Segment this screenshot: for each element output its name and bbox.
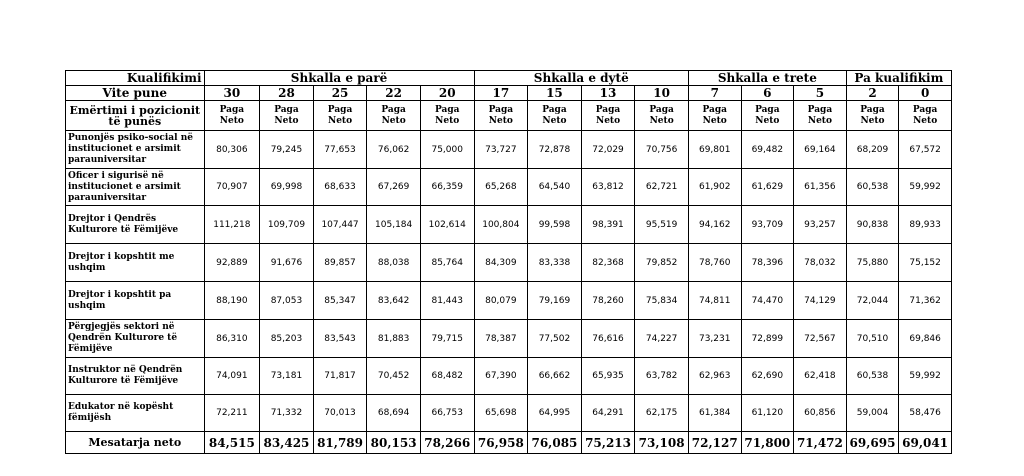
year-cell: 5 <box>794 86 847 101</box>
salary-value: 69,998 <box>260 169 314 206</box>
salary-value: 88,038 <box>367 244 421 282</box>
salary-value: 84,309 <box>474 244 528 282</box>
salary-value: 59,992 <box>899 358 952 395</box>
salary-value: 79,169 <box>528 282 582 320</box>
paga-neto-header: Paga Neto <box>367 101 421 131</box>
salary-value: 74,091 <box>204 358 260 395</box>
salary-value: 78,396 <box>741 244 794 282</box>
paga-neto-header: Paga Neto <box>474 101 528 131</box>
salary-value: 79,715 <box>420 320 474 358</box>
paga-neto-header: Paga Neto <box>741 101 794 131</box>
salary-value: 79,852 <box>635 244 689 282</box>
table-row <box>66 320 952 358</box>
salary-value: 72,878 <box>528 131 582 169</box>
salary-value: 66,359 <box>420 169 474 206</box>
salary-value: 87,053 <box>260 282 314 320</box>
salary-value: 77,502 <box>528 320 582 358</box>
salary-value: 80,306 <box>204 131 260 169</box>
table-row <box>66 244 952 282</box>
year-cell: 2 <box>846 86 899 101</box>
salary-value: 111,218 <box>204 206 260 244</box>
year-cell: 7 <box>688 86 741 101</box>
table-row <box>66 358 952 395</box>
salary-value: 65,935 <box>581 358 635 395</box>
paga-neto-header: Paga Neto <box>204 101 260 131</box>
salary-value: 70,452 <box>367 358 421 395</box>
salary-value: 62,690 <box>741 358 794 395</box>
salary-value: 62,175 <box>635 395 689 432</box>
salary-value: 109,709 <box>260 206 314 244</box>
position-name: Instruktor në Qendrën Kulturore të Fëmijëve <box>66 358 205 395</box>
year-cell: 25 <box>313 86 367 101</box>
year-cell: 13 <box>581 86 635 101</box>
year-cell: 15 <box>528 86 582 101</box>
salary-value: 78,387 <box>474 320 528 358</box>
salary-value: 72,044 <box>846 282 899 320</box>
vite-pune-label: Vite pune <box>66 86 205 101</box>
salary-value: 73,181 <box>260 358 314 395</box>
paga-neto-header: Paga Neto <box>420 101 474 131</box>
salary-value: 67,269 <box>367 169 421 206</box>
salary-value: 68,482 <box>420 358 474 395</box>
paga-row <box>66 101 952 131</box>
paga-neto-header: Paga Neto <box>688 101 741 131</box>
salary-value: 60,538 <box>846 169 899 206</box>
average-value: 73,108 <box>635 432 689 454</box>
salary-value: 68,209 <box>846 131 899 169</box>
salary-value: 75,880 <box>846 244 899 282</box>
salary-value: 59,992 <box>899 169 952 206</box>
salary-value: 83,642 <box>367 282 421 320</box>
salary-value: 72,567 <box>794 320 847 358</box>
salary-value: 88,190 <box>204 282 260 320</box>
salary-value: 68,633 <box>313 169 367 206</box>
salary-value: 102,614 <box>420 206 474 244</box>
salary-value: 65,268 <box>474 169 528 206</box>
salary-table <box>65 70 952 454</box>
salary-value: 89,933 <box>899 206 952 244</box>
scale-2: Shkalla e dytë <box>474 71 688 86</box>
salary-value: 80,079 <box>474 282 528 320</box>
average-row <box>66 432 952 454</box>
position-name: Punonjës psiko-social në institucionet e arsimit parauniversitar <box>66 131 205 169</box>
salary-value: 60,856 <box>794 395 847 432</box>
paga-neto-header: Paga Neto <box>528 101 582 131</box>
salary-value: 98,391 <box>581 206 635 244</box>
salary-value: 70,907 <box>204 169 260 206</box>
salary-value: 78,032 <box>794 244 847 282</box>
salary-value: 81,883 <box>367 320 421 358</box>
salary-value: 61,120 <box>741 395 794 432</box>
salary-value: 64,995 <box>528 395 582 432</box>
salary-value: 107,447 <box>313 206 367 244</box>
average-value: 71,800 <box>741 432 794 454</box>
salary-value: 73,231 <box>688 320 741 358</box>
salary-value: 72,211 <box>204 395 260 432</box>
salary-value: 71,362 <box>899 282 952 320</box>
salary-value: 75,000 <box>420 131 474 169</box>
salary-value: 82,368 <box>581 244 635 282</box>
scale-1: Shkalla e parë <box>204 71 474 86</box>
salary-value: 70,510 <box>846 320 899 358</box>
year-cell: 30 <box>204 86 260 101</box>
salary-value: 63,782 <box>635 358 689 395</box>
salary-value: 74,811 <box>688 282 741 320</box>
position-name: Edukator në kopësht fëmijësh <box>66 395 205 432</box>
average-value: 75,213 <box>581 432 635 454</box>
salary-value: 67,572 <box>899 131 952 169</box>
salary-value: 62,721 <box>635 169 689 206</box>
paga-neto-header: Paga Neto <box>260 101 314 131</box>
salary-value: 72,899 <box>741 320 794 358</box>
table-row <box>66 169 952 206</box>
salary-value: 89,857 <box>313 244 367 282</box>
table-body <box>66 131 952 432</box>
salary-value: 71,332 <box>260 395 314 432</box>
salary-value: 74,227 <box>635 320 689 358</box>
salary-value: 76,616 <box>581 320 635 358</box>
salary-value: 86,310 <box>204 320 260 358</box>
salary-value: 70,756 <box>635 131 689 169</box>
salary-value: 85,203 <box>260 320 314 358</box>
average-label: Mesatarja neto <box>66 432 205 454</box>
salary-value: 60,538 <box>846 358 899 395</box>
paga-neto-header: Paga Neto <box>899 101 952 131</box>
salary-value: 61,629 <box>741 169 794 206</box>
salary-value: 63,812 <box>581 169 635 206</box>
salary-value: 66,662 <box>528 358 582 395</box>
salary-value: 58,476 <box>899 395 952 432</box>
salary-value: 75,834 <box>635 282 689 320</box>
position-name: Përgjegjës sektori në Qendrën Kulturore të Fëmijëve <box>66 320 205 358</box>
salary-value: 91,676 <box>260 244 314 282</box>
average-value: 81,789 <box>313 432 367 454</box>
salary-value: 95,519 <box>635 206 689 244</box>
salary-value: 66,753 <box>420 395 474 432</box>
paga-neto-header: Paga Neto <box>581 101 635 131</box>
average-value: 69,695 <box>846 432 899 454</box>
salary-value: 94,162 <box>688 206 741 244</box>
position-name: Drejtor i Qendrës Kulturore të Fëmijëve <box>66 206 205 244</box>
average-value: 78,266 <box>420 432 474 454</box>
paga-neto-header: Paga Neto <box>313 101 367 131</box>
salary-value: 105,184 <box>367 206 421 244</box>
salary-value: 81,443 <box>420 282 474 320</box>
salary-value: 74,470 <box>741 282 794 320</box>
year-cell: 0 <box>899 86 952 101</box>
year-cell: 28 <box>260 86 314 101</box>
salary-value: 64,540 <box>528 169 582 206</box>
salary-value: 92,889 <box>204 244 260 282</box>
average-value: 76,958 <box>474 432 528 454</box>
salary-value: 83,338 <box>528 244 582 282</box>
years-row <box>66 86 952 101</box>
year-cell: 20 <box>420 86 474 101</box>
salary-value: 78,260 <box>581 282 635 320</box>
year-cell: 10 <box>635 86 689 101</box>
average-value: 71,472 <box>794 432 847 454</box>
salary-value: 100,804 <box>474 206 528 244</box>
salary-value: 76,062 <box>367 131 421 169</box>
salary-value: 68,694 <box>367 395 421 432</box>
salary-value: 85,347 <box>313 282 367 320</box>
average-value: 84,515 <box>204 432 260 454</box>
salary-value: 61,356 <box>794 169 847 206</box>
paga-neto-header: Paga Neto <box>846 101 899 131</box>
salary-value: 69,164 <box>794 131 847 169</box>
salary-value: 65,698 <box>474 395 528 432</box>
table-row <box>66 206 952 244</box>
table-row <box>66 282 952 320</box>
average-value: 80,153 <box>367 432 421 454</box>
paga-neto-header: Paga Neto <box>635 101 689 131</box>
year-cell: 22 <box>367 86 421 101</box>
scale-header-row <box>66 71 952 86</box>
average-value: 76,085 <box>528 432 582 454</box>
salary-value: 61,902 <box>688 169 741 206</box>
salary-value: 79,245 <box>260 131 314 169</box>
position-name: Drejtor i kopshtit pa ushqim <box>66 282 205 320</box>
average-value: 83,425 <box>260 432 314 454</box>
salary-value: 69,801 <box>688 131 741 169</box>
year-cell: 17 <box>474 86 528 101</box>
position-name: Oficer i sigurisë në institucionet e arsimit parauniversitar <box>66 169 205 206</box>
salary-value: 73,727 <box>474 131 528 169</box>
salary-value: 71,817 <box>313 358 367 395</box>
salary-value: 78,760 <box>688 244 741 282</box>
salary-value: 74,129 <box>794 282 847 320</box>
salary-value: 93,709 <box>741 206 794 244</box>
average-value: 72,127 <box>688 432 741 454</box>
position-title-header: Emërtimi i pozicionit të punës <box>66 101 205 131</box>
salary-value: 64,291 <box>581 395 635 432</box>
average-value: 69,041 <box>899 432 952 454</box>
salary-value: 69,482 <box>741 131 794 169</box>
salary-value: 75,152 <box>899 244 952 282</box>
salary-value: 77,653 <box>313 131 367 169</box>
scale-4: Pa kualifikim <box>846 71 951 86</box>
salary-value: 61,384 <box>688 395 741 432</box>
paga-neto-header: Paga Neto <box>794 101 847 131</box>
year-cell: 6 <box>741 86 794 101</box>
salary-value: 85,764 <box>420 244 474 282</box>
salary-value: 59,004 <box>846 395 899 432</box>
salary-value: 99,598 <box>528 206 582 244</box>
table-row <box>66 131 952 169</box>
salary-value: 83,543 <box>313 320 367 358</box>
salary-value: 70,013 <box>313 395 367 432</box>
salary-value: 69,846 <box>899 320 952 358</box>
salary-value: 62,963 <box>688 358 741 395</box>
position-name: Drejtor i kopshtit me ushqim <box>66 244 205 282</box>
scale-3: Shkalla e trete <box>688 71 846 86</box>
salary-value: 90,838 <box>846 206 899 244</box>
salary-value: 72,029 <box>581 131 635 169</box>
salary-value: 67,390 <box>474 358 528 395</box>
salary-value: 62,418 <box>794 358 847 395</box>
table-row <box>66 395 952 432</box>
salary-value: 93,257 <box>794 206 847 244</box>
kualifikimi-label: Kualifikimi <box>66 71 205 86</box>
